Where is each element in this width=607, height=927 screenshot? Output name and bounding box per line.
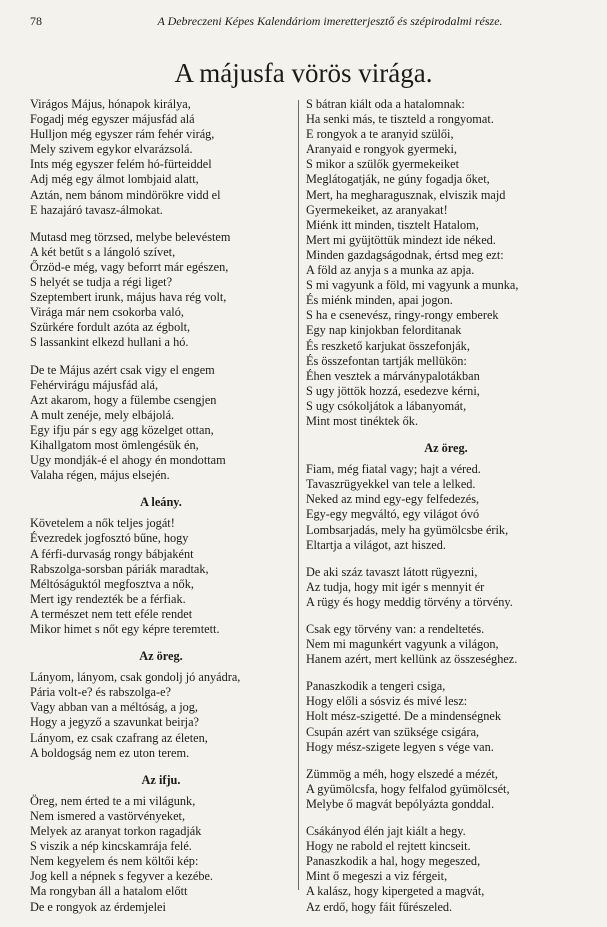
verse-line: Ugy mondják-é el ahogy én mondottam: [30, 453, 226, 468]
verse-line: Az tudja, hogy mit igér s mennyit ér: [306, 579, 485, 594]
page-number: 78: [30, 14, 42, 28]
verse-line: Évezredek jogfosztó bűne, hogy: [30, 531, 189, 546]
running-title: A Debreczeni Képes Kalendáriom imeretterjesztő és szépirodalmi része.: [157, 14, 503, 28]
verse-line: A kalász, hogy kipergeted a magvát,: [306, 884, 485, 899]
verse-line: S ugy csókoljátok a lábanyomát,: [306, 398, 467, 413]
verse-line: Lányom, lányom, csak gondolj jó anyádra,: [30, 670, 241, 685]
stanza: [30, 97, 292, 218]
verse-line: Azt akarom, hogy a fülembe csengjen: [30, 392, 217, 407]
right-column: [306, 97, 586, 927]
verse-line: Nem kegyelem és nem költői kép:: [30, 854, 199, 869]
verse-line: Neked az mind egy-egy felfedezés,: [306, 492, 480, 507]
verse-line: Mint ő megeszi a viz férgeit,: [306, 869, 448, 884]
verse-line: De e rongyok az érdemjelei: [30, 899, 166, 914]
verse-line: Holt mész-szigetté. De a mindenségnek: [306, 709, 501, 724]
verse-line: Melyek az aranyat torkon ragadják: [30, 824, 202, 839]
verse-line: A gyümölcsfa, hogy felfalod gyümölcsét,: [306, 781, 510, 796]
verse-line: A mult zenéje, mely elbájolá.: [30, 407, 175, 422]
verse-line: S mi vagyunk a föld, mi vagyunk a munka,: [306, 278, 519, 293]
verse-line: De aki száz tavaszt látott rügyezni,: [306, 564, 478, 579]
verse-line: Panaszkodik a tengeri csiga,: [306, 679, 446, 694]
poem-title: A májusfa vörös virága.: [174, 58, 433, 88]
verse-line: Csupán azért van szüksége csigára,: [306, 724, 480, 739]
verse-line: Mert, ha megharagusznak, elviszik majd: [306, 187, 506, 202]
verse-line: Kihallgatom most ömlengésük én,: [30, 437, 199, 452]
verse-line: Eltartja a világot, azt hiszed.: [306, 537, 446, 552]
stanza: [306, 97, 586, 429]
verse-line: Hulljon még egyszer rám fehér virág,: [30, 127, 215, 142]
column-divider: [298, 100, 299, 890]
speaker-heading: Az ifju.: [141, 772, 181, 787]
stanza: [306, 824, 586, 915]
verse-line: Egy-egy megváltó, egy világot óvó: [306, 507, 480, 522]
verse-line: Meglátogatják, ne gúny fogadja őket,: [306, 172, 490, 187]
verse-line: S helyét se tudja a régi liget?: [30, 275, 173, 290]
verse-line: A természet nem tett eféle rendet: [30, 606, 193, 621]
verse-line: Mert igy rendezték be a férfiak.: [30, 591, 186, 606]
verse-line: S viszik a nép kincskamrája felé.: [30, 839, 192, 854]
verse-line: Panaszkodik a hal, hogy megeszed,: [306, 854, 481, 869]
verse-line: Csákányod élén jajt kiált a hegy.: [306, 824, 466, 839]
verse-line: Minden gazdagságodnak, értsd meg ezt:: [306, 247, 504, 262]
verse-line: A két betűt s a lángoló szívet,: [30, 244, 176, 259]
verse-line: Hogy a jegyző a szavunkat beirja?: [30, 715, 200, 730]
page-header: [30, 14, 590, 29]
verse-line: Szürkére fordult azóta az égbolt,: [30, 320, 191, 335]
speaker-heading: A leány.: [140, 495, 182, 510]
verse-line: Nem ismered a vastörvényeket,: [30, 808, 186, 823]
verse-line: Nem mi magunkért vagyunk a világon,: [306, 637, 499, 652]
verse-line: Fehérvirágu májusfád alá,: [30, 377, 159, 392]
stanza: [306, 767, 586, 812]
verse-line: A férfi-durvaság rongy bábjaként: [30, 546, 194, 561]
verse-line: Virágos Május, hónapok királya,: [30, 97, 191, 111]
verse-line: Virága már nem csokorba való,: [30, 305, 184, 320]
verse-line: E rongyok a te aranyid szülői,: [306, 127, 454, 142]
verse-line: Melybe ő magvát bepólyázta gonddal.: [306, 796, 495, 811]
verse-line: Éhen vesztek a márványpalotákban: [306, 368, 480, 383]
verse-line: Lányom, ez csak czafrang az életen,: [30, 730, 208, 745]
verse-line: Aranyaid e rongyok gyermeki,: [306, 142, 457, 157]
verse-line: A boldogság nem ez uton terem.: [30, 745, 190, 760]
verse-line: S ugy jöttök hozzá, esedezve kérni,: [306, 383, 480, 398]
verse-line: A rügy és hogy meddig törvény a törvény.: [306, 594, 513, 609]
verse-line: Fiam, még fiatal vagy; hajt a véred.: [306, 462, 481, 477]
verse-line: Ma rongyban áll a hatalom előtt: [30, 884, 188, 899]
verse-line: Ints még egyszer felém hó-fürteiddel: [30, 157, 212, 172]
verse-line: Egy ifju pár s egy agg közelget ottan,: [30, 422, 214, 437]
verse-line: Öreg, nem érted te a mi világunk,: [30, 793, 196, 808]
verse-line: Hogy ne rabold el rejtett kincseit.: [306, 839, 471, 854]
verse-line: Hanem azért, mert kellünk az összeséghez.: [306, 652, 518, 667]
stanza: [306, 441, 586, 553]
stanza: [306, 565, 586, 610]
verse-line: Egy nap kinjokban felorditanak: [306, 323, 462, 338]
verse-line: S mikor a szülők gyermekeiket: [306, 157, 459, 172]
verse-line: Mert mi gyüjtöttük mindezt ide néked.: [306, 232, 496, 247]
stanza: [30, 363, 292, 484]
verse-line: Hogy mész-szigete legyen s vége van.: [306, 739, 494, 754]
stanza: [30, 773, 292, 915]
stanza: [30, 649, 292, 761]
verse-line: De te Május azért csak vigy el engem: [30, 362, 215, 377]
verse-line: Zümmög a méh, hogy elszedé a mézét,: [306, 766, 498, 781]
verse-line: Tavaszrügyekkel van tele a lelked.: [306, 477, 476, 492]
verse-line: Lombsarjadás, mely ha gyümölcsbe érik,: [306, 522, 509, 537]
speaker-heading: Az öreg.: [424, 441, 468, 456]
verse-line: Méltóságuktól megfosztva a nők,: [30, 576, 194, 591]
verse-line: Valaha régen, május elsején.: [30, 468, 170, 483]
verse-line: És reszkető karjukat összefonják,: [306, 338, 470, 353]
verse-line: Jog kell a népnek s fegyver a kezébe.: [30, 869, 214, 884]
verse-line: És összefontan tartják mellükön:: [306, 353, 467, 368]
verse-line: Csak egy törvény van: a rendeltetés.: [306, 622, 485, 636]
left-column: [30, 97, 292, 927]
verse-line: Miénk itt minden, tisztelt Hatalom,: [306, 217, 479, 232]
verse-line: Mutasd meg törzsed, melybe belevéstem: [30, 229, 231, 244]
verse-line: Fogadj még egyszer májusfád alá: [30, 112, 195, 127]
verse-line: A föld az anyja s a munka az apja.: [306, 263, 475, 278]
verse-line: S ha e csenevész, ringy-rongy emberek: [306, 308, 499, 323]
verse-line: Mely szivem egykor elvarázsolá.: [30, 142, 193, 157]
stanza: [30, 230, 292, 351]
verse-line: Mikor himet s nőt egy képre teremtett.: [30, 622, 220, 636]
verse-line: Gyermekeiket, az aranyakat!: [306, 202, 448, 217]
verse-line: Szeptembert irunk, május hava rég volt,: [30, 290, 227, 305]
verse-line: Aztán, nem bánom mindörökre vidd el: [30, 187, 221, 202]
verse-line: És miénk minden, apai jogon.: [306, 293, 453, 308]
verse-line: Mint most tinéktek ők.: [306, 413, 419, 428]
stanza: [30, 495, 292, 637]
verse-line: Őrzöd-e még, vagy beforrt már egészen,: [30, 259, 229, 274]
verse-line: S bátran kiált oda a hatalomnak:: [306, 97, 465, 111]
verse-line: S lassankint elkezd hullani a hó.: [30, 335, 189, 350]
verse-line: Az erdő, hogy fáit fűrészeled.: [306, 899, 453, 914]
stanza: [306, 679, 586, 754]
stanza: [306, 622, 586, 667]
verse-line: Rabszolga-sorsban páriák maradtak,: [30, 561, 209, 576]
verse-line: Ha senki más, te tiszteld a rongyomat.: [306, 112, 494, 127]
verse-line: Adj még egy álmot lombjaid alatt,: [30, 172, 199, 187]
verse-line: Követelem a nők teljes jogát!: [30, 516, 175, 531]
verse-line: Pária volt-e? és rabszolga-e?: [30, 685, 171, 700]
verse-line: E hazajáró tavasz-álmokat.: [30, 202, 163, 217]
verse-line: Vagy abban van a méltóság, a jog,: [30, 700, 199, 715]
speaker-heading: Az öreg.: [139, 649, 183, 664]
verse-line: Hogy előli a sósviz és mivé lesz:: [306, 694, 468, 709]
